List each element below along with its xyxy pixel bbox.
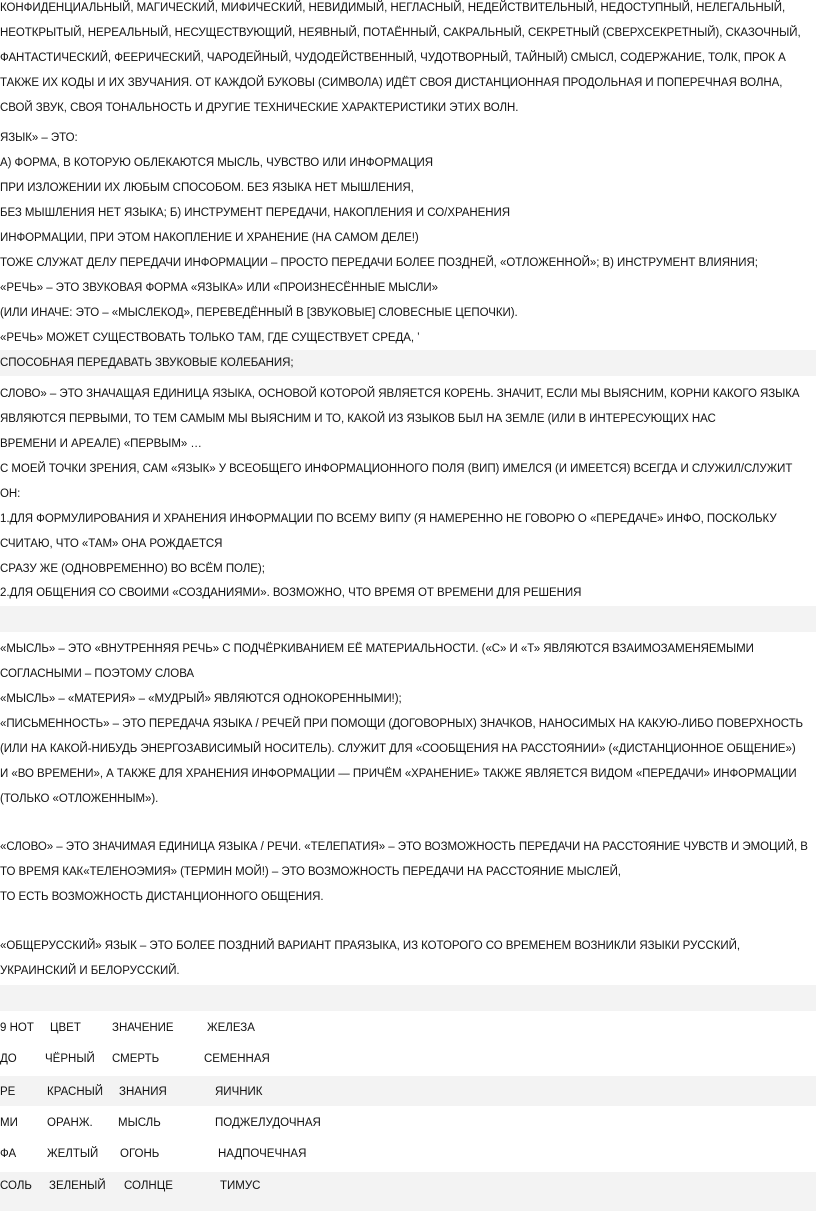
table-cell: СОЛНЦЕ: [124, 1180, 173, 1192]
table-cell: МИ: [0, 1117, 18, 1129]
text-line: «ОБЩЕРУССКИЙ» ЯЗЫК – ЭТО БОЛЕЕ ПОЗДНИЙ ВАРИАНТ ПРАЯЗЫКА, ИЗ КОТОРОГО СО ВРЕМЕНЕМ ВОЗНИКЛИ ЯЗЫКИ РУССКИЙ,: [0, 940, 741, 952]
table-cell: МЫСЛЬ: [118, 1117, 161, 1129]
text-line: ТО ЕСТЬ ВОЗМОЖНОСТЬ ДИСТАНЦИОННОГО ОБЩЕНИЯ.: [0, 891, 324, 903]
table-cell: КРАСНЫЙ: [47, 1086, 104, 1098]
table-header-cell: ЦВЕТ: [50, 1022, 81, 1034]
table-header-cell: 9 НОТ: [0, 1022, 34, 1034]
table-cell: СОЛЬ: [0, 1180, 32, 1192]
table-cell: ЧЁРНЫЙ: [45, 1053, 95, 1065]
table-cell: ТИМУС: [220, 1180, 261, 1192]
text-line: «МЫСЛЬ» – «МАТЕРИЯ» – «МУДРЫЙ» ЯВЛЯЮТСЯ ОДНОКОРЕННЫМИ!);: [0, 693, 402, 705]
text-line: «РЕЧЬ» МОЖЕТ СУЩЕСТВОВАТЬ ТОЛЬКО ТАМ, ГДЕ СУЩЕСТВУЕТ СРЕДА, ’: [0, 332, 420, 344]
table-cell: ФА: [0, 1148, 17, 1160]
table-cell: ДО: [0, 1053, 17, 1065]
text-line: КОНФИДЕНЦИАЛЬНЫЙ, МАГИЧЕСКИЙ, МИФИЧЕСКИЙ, НЕВИДИМЫЙ, НЕГЛАСНЫЙ, НЕДЕЙСТВИТЕЛЬНЫЙ, НЕДОСТУПНЫЙ, НЕЛЕГАЛЬНЫЙ,: [0, 2, 786, 14]
shaded-band: [0, 606, 816, 632]
table-cell: СМЕРТЬ: [112, 1053, 160, 1065]
text-line: «РЕЧЬ» – ЭТО ЗВУКОВАЯ ФОРМА «ЯЗЫКА» ИЛИ «ПРОИЗНЕСЁННЫЕ МЫСЛИ»: [0, 282, 438, 294]
table-cell: ЯИЧНИК: [215, 1086, 263, 1098]
text-line: СРАЗУ ЖЕ (ОДНОВРЕМЕННО) ВО ВСЁМ ПОЛЕ);: [0, 563, 265, 575]
text-line: (ИЛИ НА КАКОЙ-НИБУДЬ ЭНЕРГОЗАВИСИМЫЙ НОСИТЕЛЬ). СЛУЖИТ ДЛЯ «СООБЩЕНИЯ НА РАССТОЯНИИ» («ДИСТАНЦИОННОЕ ОБЩЕНИЕ»): [0, 743, 796, 755]
text-line: ЯЗЫК» – ЭТО:: [0, 132, 78, 144]
text-line: ТАКЖЕ ИХ КОДЫ И ИХ ЗВУЧАНИЯ. ОТ КАЖДОЙ БУКОВЫ (СИМВОЛА) ИДЁТ СВОЯ ДИСТАНЦИОННАЯ ПРОДОЛЬНАЯ И ПОПЕРЕЧНАЯ ВОЛНА,: [0, 77, 783, 89]
table-cell: ОГОНЬ: [120, 1148, 160, 1160]
text-line: ОН:: [0, 488, 21, 500]
table-cell: ОРАНЖ.: [47, 1117, 93, 1129]
text-line: ИНФОРМАЦИИ, ПРИ ЭТОМ НАКОПЛЕНИЕ И ХРАНЕНИЕ (НА САМОМ ДЕЛЕ!): [0, 232, 419, 244]
text-line: СВОЙ ЗВУК, СВОЯ ТОНАЛЬНОСТЬ И ДРУГИЕ ТЕХНИЧЕСКИЕ ХАРАКТЕРИСТИКИ ЭТИХ ВОЛН.: [0, 102, 519, 114]
text-line: СОГЛАСНЫМИ – ПОЭТОМУ СЛОВА: [0, 668, 195, 680]
text-line: СПОСОБНАЯ ПЕРЕДАВАТЬ ЗВУКОВЫЕ КОЛЕБАНИЯ;: [0, 357, 294, 369]
shaded-band: [0, 1172, 816, 1211]
text-line: «МЫСЛЬ» – ЭТО «ВНУТРЕННЯЯ РЕЧЬ» С ПОДЧЁРКИВАНИЕМ ЕЁ МАТЕРИАЛЬНОСТИ. («С» И «Т» ЯВЛЯЮТСЯ ВЗАИМОЗАМЕНЯЕМЫМИ: [0, 643, 754, 655]
table-header-cell: ЖЕЛЕЗА: [207, 1022, 255, 1034]
text-line: НЕОТКРЫТЫЙ, НЕРЕАЛЬНЫЙ, НЕСУЩЕСТВУЮЩИЙ, НЕЯВНЫЙ, ПОТАЁННЫЙ, САКРАЛЬНЫЙ, СЕКРЕТНЫЙ (СВЕРХСЕКРЕТНЫЙ), СКАЗОЧНЫЙ,: [0, 27, 801, 39]
text-line: ЯВЛЯЮТСЯ ПЕРВЫМИ, ТО ТЕМ САМЫМ МЫ ВЫЯСНИМ И ТО, КАКОЙ ИЗ ЯЗЫКОВ БЫЛ НА ЗЕМЛЕ (ИЛИ В ИНТЕРЕСУЮЩИХ НАС: [0, 413, 716, 425]
table-cell: ПОДЖЕЛУДОЧНАЯ: [215, 1117, 321, 1129]
text-line: ФАНТАСТИЧЕСКИЙ, ФЕЕРИЧЕСКИЙ, ЧАРОДЕЙНЫЙ, ЧУДОДЕЙСТВЕННЫЙ, ЧУДОТВОРНЫЙ, ТАЙНЫЙ) СМЫСЛ, СОДЕРЖАНИЕ, ТОЛК, ПРОК А: [0, 52, 786, 64]
text-line: (ИЛИ ИНАЧЕ: ЭТО – «МЫСЛЕКОД», ПЕРЕВЕДЁННЫЙ В [ЗВУКОВЫЕ] СЛОВЕСНЫЕ ЦЕПОЧКИ).: [0, 307, 518, 319]
text-line: ТО ВРЕМЯ КАК«ТЕЛЕНОЭМИЯ» (ТЕРМИН МОЙ!) – ЭТО ВОЗМОЖНОСТЬ ПЕРЕДАЧИ НА РАССТОЯНИЕ МЫСЛЕЙ,: [0, 866, 621, 878]
text-line: 2.ДЛЯ ОБЩЕНИЯ СО СВОИМИ «СОЗДАНИЯМИ». ВОЗМОЖНО, ЧТО ВРЕМЯ ОТ ВРЕМЕНИ ДЛЯ РЕШЕНИЯ: [0, 587, 582, 599]
text-line: ВРЕМЕНИ И АРЕАЛЕ) «ПЕРВЫМ» …: [0, 438, 202, 450]
text-line: 1.ДЛЯ ФОРМУЛИРОВАНИЯ И ХРАНЕНИЯ ИНФОРМАЦИИ ПО ВСЕМУ ВИПУ (Я НАМЕРЕННО НЕ ГОВОРЮ О «ПЕРЕДАЧЕ» ИНФО, ПОСКОЛЬКУ: [0, 513, 777, 525]
shaded-band: [0, 985, 816, 1011]
table-header-cell: ЗНАЧЕНИЕ: [112, 1022, 174, 1034]
text-line: И «ВО ВРЕМЕНИ», А ТАКЖЕ ДЛЯ ХРАНЕНИЯ ИНФОРМАЦИИ — ПРИЧЁМ «ХРАНЕНИЕ» ТАКЖЕ ЯВЛЯЕТСЯ ВИДОМ «ПЕРЕДАЧИ» ИНФОРМАЦИИ: [0, 768, 797, 780]
text-line: А) ФОРМА, В КОТОРУЮ ОБЛЕКАЮТСЯ МЫСЛЬ, ЧУВСТВО ИЛИ ИНФОРМАЦИЯ: [0, 157, 434, 169]
text-line: ТОЖЕ СЛУЖАТ ДЕЛУ ПЕРЕДАЧИ ИНФОРМАЦИИ – ПРОСТО ПЕРЕДАЧИ БОЛЕЕ ПОЗДНЕЙ, «ОТЛОЖЕННОЙ»; В) ИНСТРУМЕНТ ВЛИЯНИЯ;: [0, 257, 758, 269]
table-cell: ЖЕЛТЫЙ: [47, 1148, 99, 1160]
text-line: БЕЗ МЫШЛЕНИЯ НЕТ ЯЗЫКА; Б) ИНСТРУМЕНТ ПЕРЕДАЧИ, НАКОПЛЕНИЯ И СО/ХРАНЕНИЯ: [0, 207, 511, 219]
text-line: (ТОЛЬКО «ОТЛОЖЕННЫМ»).: [0, 793, 159, 805]
text-line: С МОЕЙ ТОЧКИ ЗРЕНИЯ, САМ «ЯЗЫК» У ВСЕОБЩЕГО ИНФОРМАЦИОННОГО ПОЛЯ (ВИП) ИМЕЛСЯ (И ИМЕЕТСЯ) ВСЕГДА И СЛУЖИЛ/СЛУЖИТ: [0, 463, 793, 475]
text-line: СЧИТАЮ, ЧТО «ТАМ» ОНА РОЖДАЕТСЯ: [0, 538, 223, 550]
table-cell: ЗНАНИЯ: [119, 1086, 167, 1098]
table-cell: НАДПОЧЕЧНАЯ: [218, 1148, 307, 1160]
text-line: УКРАИНСКИЙ И БЕЛОРУССКИЙ.: [0, 965, 180, 977]
text-line: «ПИСЬМЕННОСТЬ» – ЭТО ПЕРЕДАЧА ЯЗЫКА / РЕЧЕЙ ПРИ ПОМОЩИ (ДОГОВОРНЫХ) ЗНАЧКОВ, НАНОСИМЫХ НА КАКУЮ-ЛИБО ПОВЕРХНОСТЬ: [0, 718, 804, 730]
table-cell: РЕ: [0, 1086, 16, 1098]
text-line: ПРИ ИЗЛОЖЕНИИ ИХ ЛЮБЫМ СПОСОБОМ. БЕЗ ЯЗЫКА НЕТ МЫШЛЕНИЯ,: [0, 182, 414, 194]
table-cell: СЕМЕННАЯ: [204, 1053, 270, 1065]
text-line: СЛОВО» – ЭТО ЗНАЧАЩАЯ ЕДИНИЦА ЯЗЫКА, ОСНОВОЙ КОТОРОЙ ЯВЛЯЕТСЯ КОРЕНЬ. ЗНАЧИТ, ЕСЛИ МЫ ВЫЯСНИМ, КОРНИ КАКОГО ЯЗЫКА: [0, 388, 800, 400]
text-line: «СЛОВО» – ЭТО ЗНАЧИМАЯ ЕДИНИЦА ЯЗЫКА / РЕЧИ. «ТЕЛЕПАТИЯ» – ЭТО ВОЗМОЖНОСТЬ ПЕРЕДАЧИ НА РАССТОЯНИЕ ЧУВСТВ И ЭМОЦИЙ, В: [0, 841, 808, 853]
table-cell: ЗЕЛЕНЫЙ: [49, 1180, 106, 1192]
